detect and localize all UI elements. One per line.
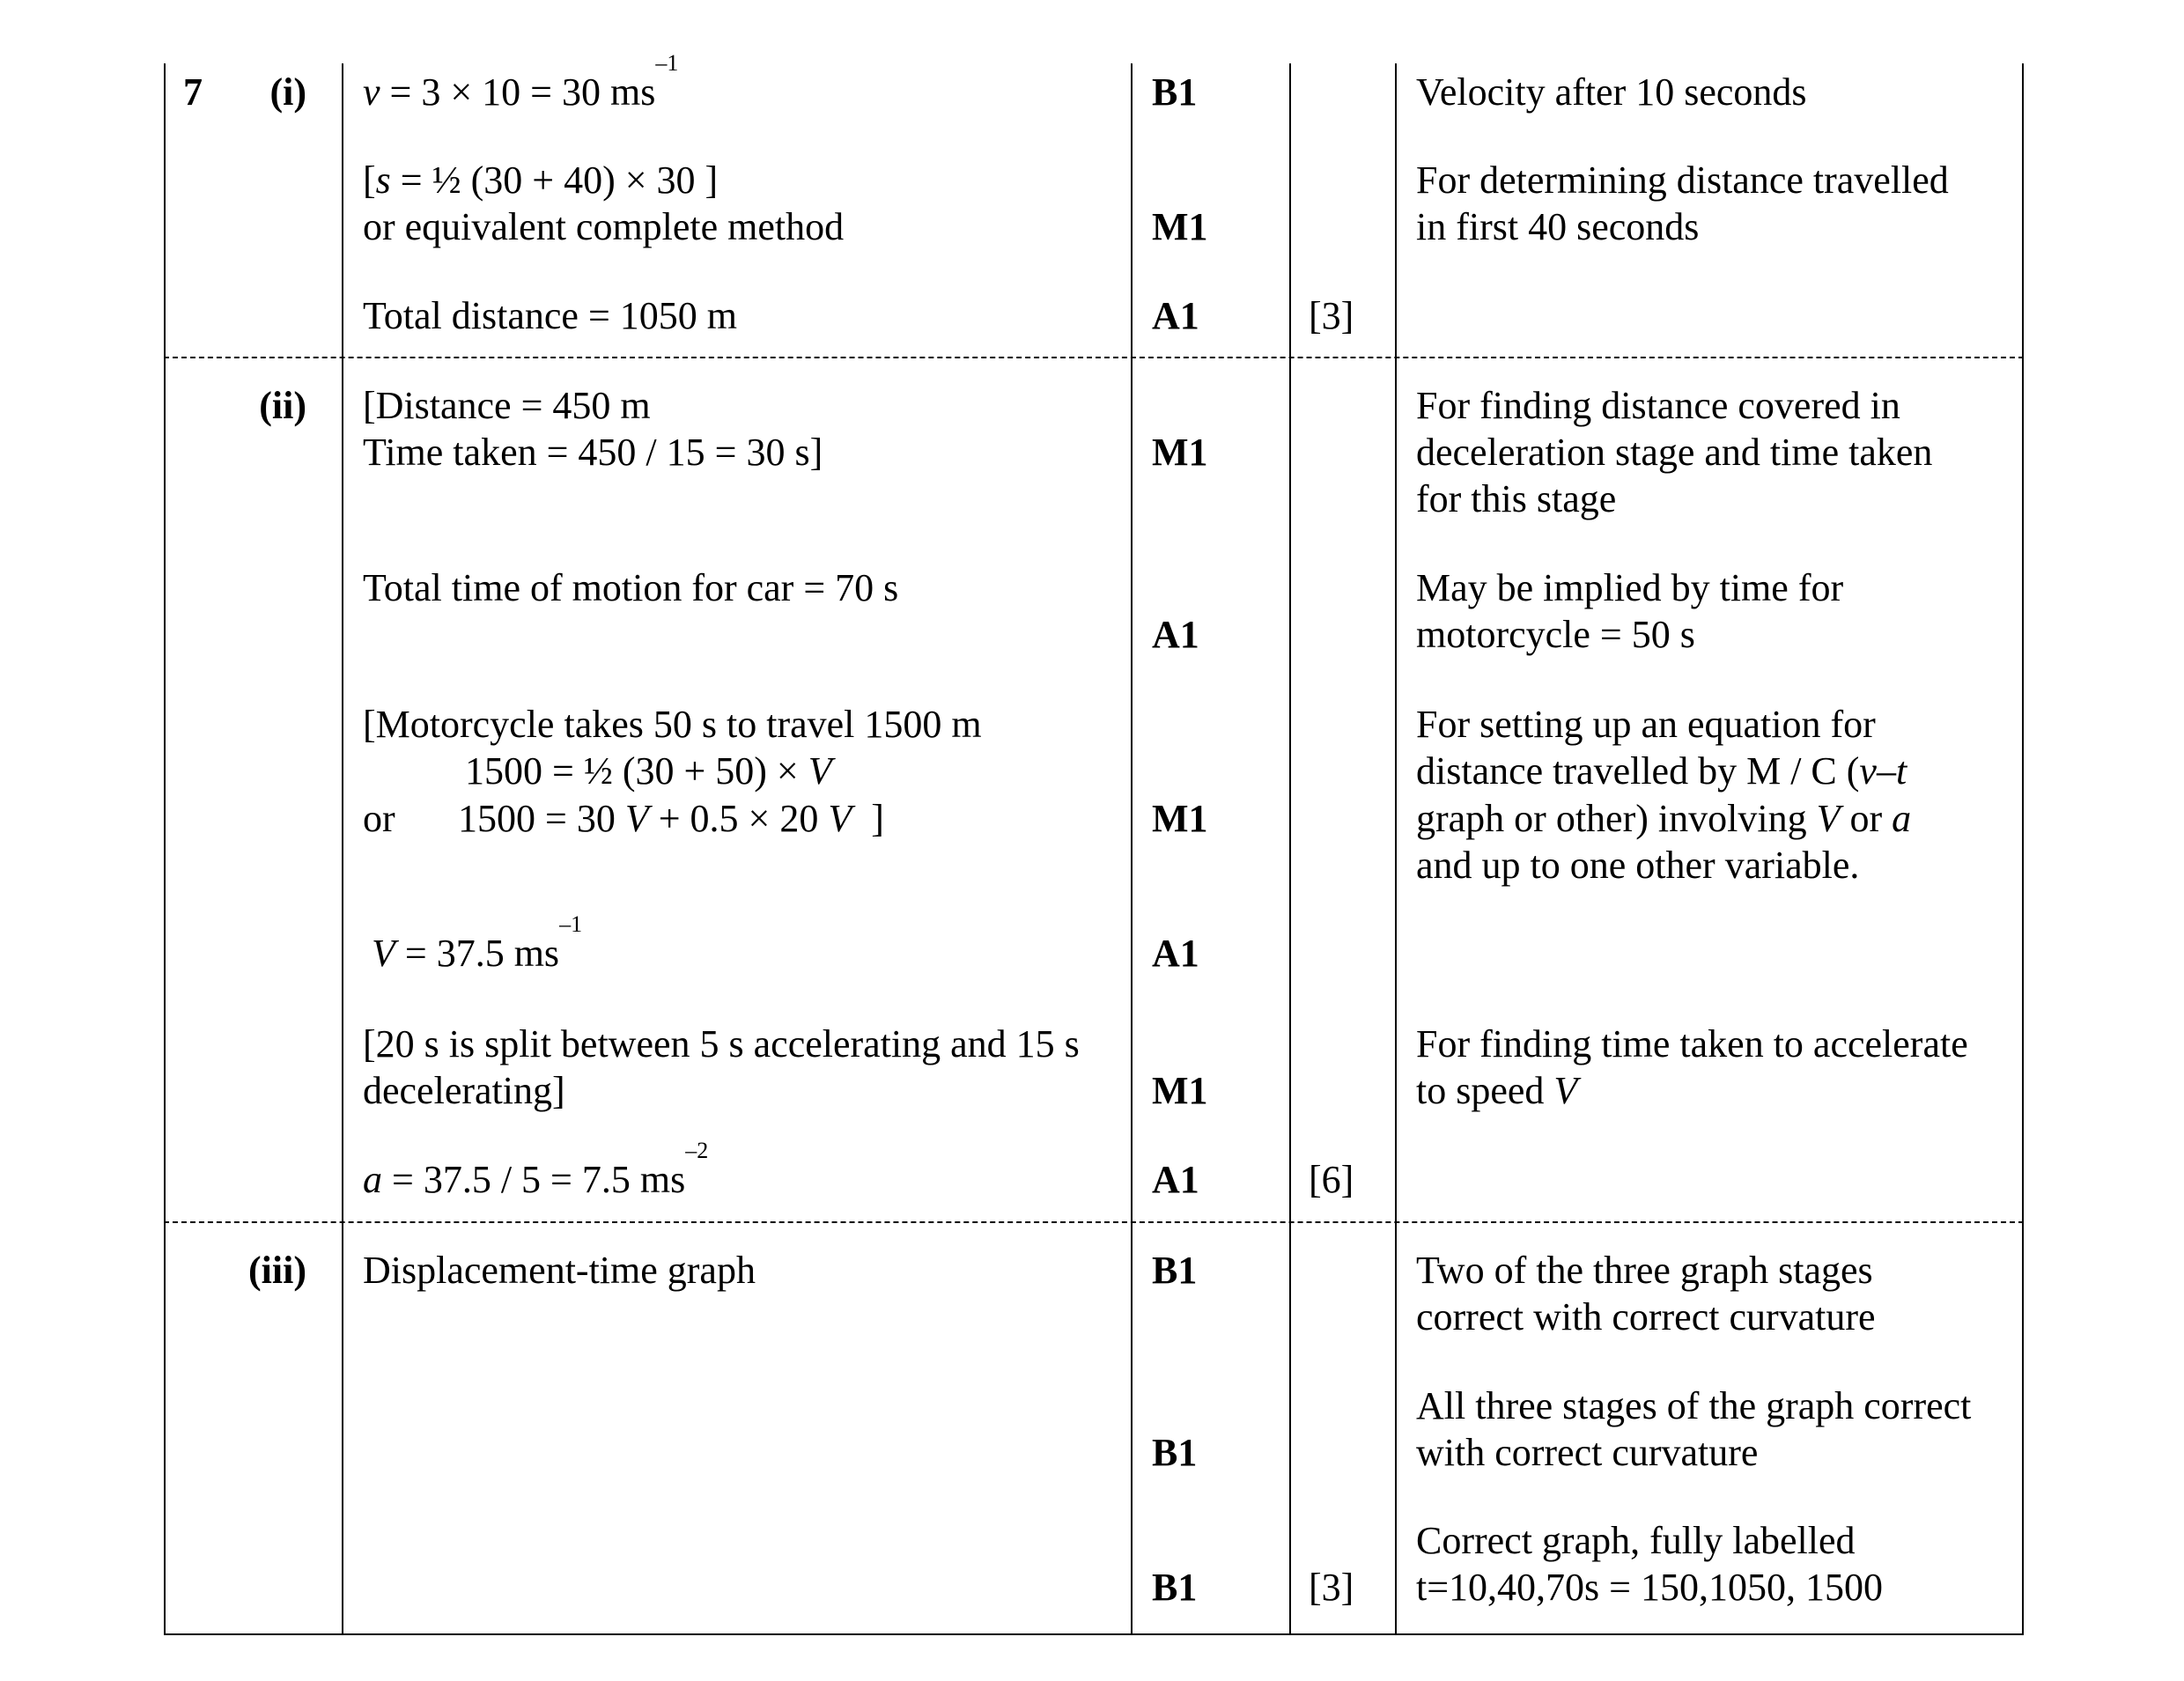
guidance-line: graph or other) involving V or a xyxy=(1416,797,1912,840)
working-line: or xyxy=(363,797,395,840)
working-line: Total time of motion for car = 70 s xyxy=(363,566,899,609)
working-line: [s = ½ (30 + 40) × 30 ] xyxy=(363,159,719,202)
table-border-bottom xyxy=(164,1633,2024,1635)
column-divider-work xyxy=(342,63,343,1634)
guidance-line: with correct curvature xyxy=(1416,1431,1759,1474)
working-line: 1500 = 30 V + 0.5 × 20 V ] xyxy=(458,797,884,840)
working-line: [Motorcycle takes 50 s to travel 1500 m xyxy=(363,703,982,746)
guidance-line: motorcycle = 50 s xyxy=(1416,613,1695,656)
guidance-line: For determining distance travelled xyxy=(1416,159,1949,202)
mark-code: A1 xyxy=(1152,932,1199,975)
guidance-line: deceleration stage and time taken xyxy=(1416,431,1933,474)
guidance-line: Two of the three graph stages xyxy=(1416,1249,1873,1292)
table-border-right xyxy=(2022,63,2024,1634)
working-line: decelerating] xyxy=(363,1069,565,1112)
part-label: (ii) xyxy=(259,384,306,427)
mark-code: B1 xyxy=(1152,70,1198,114)
part-label: (iii) xyxy=(248,1249,306,1292)
guidance-line: May be implied by time for xyxy=(1416,566,1844,609)
guidance-line: Correct graph, fully labelled xyxy=(1416,1519,1856,1562)
mark-total: [3] xyxy=(1309,294,1354,337)
guidance-line: For finding time taken to accelerate xyxy=(1416,1022,1968,1065)
column-divider-mark xyxy=(1131,63,1133,1634)
mark-code: M1 xyxy=(1152,1069,1208,1112)
guidance-line: All three stages of the graph correct xyxy=(1416,1384,1972,1427)
working-line: [Distance = 450 m xyxy=(363,384,651,427)
guidance-line: in first 40 seconds xyxy=(1416,205,1700,248)
question-number: 7 xyxy=(183,70,203,114)
guidance-line: For setting up an equation for xyxy=(1416,703,1876,746)
mark-code: A1 xyxy=(1152,613,1199,656)
working-line: Displacement-time graph xyxy=(363,1249,756,1292)
guidance-line: Velocity after 10 seconds xyxy=(1416,70,1807,114)
guidance-line: for this stage xyxy=(1416,477,1617,520)
table-border-left xyxy=(164,63,166,1634)
working-line: v = 3 × 10 = 30 $ms^{-1}$ xyxy=(363,50,679,114)
column-divider-guidance xyxy=(1395,63,1397,1634)
part-separator xyxy=(164,357,2024,358)
mark-code: A1 xyxy=(1152,1158,1199,1201)
working-line: Total distance = 1050 m xyxy=(363,294,737,337)
working-line: Time taken = 450 / 15 = 30 s] xyxy=(363,431,823,474)
working-line: or equivalent complete method xyxy=(363,205,845,248)
mark-total: [6] xyxy=(1309,1158,1354,1201)
mark-code: B1 xyxy=(1152,1431,1198,1474)
column-divider-total xyxy=(1289,63,1291,1634)
mark-total: [3] xyxy=(1309,1566,1354,1609)
part-separator xyxy=(164,1221,2024,1223)
working-line: V = 37.5 $ms^{-1}$ xyxy=(372,911,583,975)
guidance-line: distance travelled by M / C (v–t xyxy=(1416,749,1907,793)
working-line: [20 s is split between 5 s accelerating and 15 s xyxy=(363,1022,1080,1065)
guidance-line: and up to one other variable. xyxy=(1416,844,1860,887)
mark-code: A1 xyxy=(1152,294,1199,337)
mark-code: B1 xyxy=(1152,1566,1198,1609)
working-line: a = 37.5 / 5 = 7.5 $ms^{-2}$ xyxy=(363,1138,709,1201)
guidance-line: to speed V xyxy=(1416,1069,1578,1112)
working-line: 1500 = ½ (30 + 50) × V xyxy=(465,749,832,793)
part-label: (i) xyxy=(269,70,306,114)
guidance-line: correct with correct curvature xyxy=(1416,1295,1876,1338)
mark-code: M1 xyxy=(1152,205,1208,248)
guidance-line: For finding distance covered in xyxy=(1416,384,1900,427)
mark-code: M1 xyxy=(1152,431,1208,474)
mark-code: M1 xyxy=(1152,797,1208,840)
guidance-line: t=10,40,70s = 150,1050, 1500 xyxy=(1416,1566,1883,1609)
mark-code: B1 xyxy=(1152,1249,1198,1292)
